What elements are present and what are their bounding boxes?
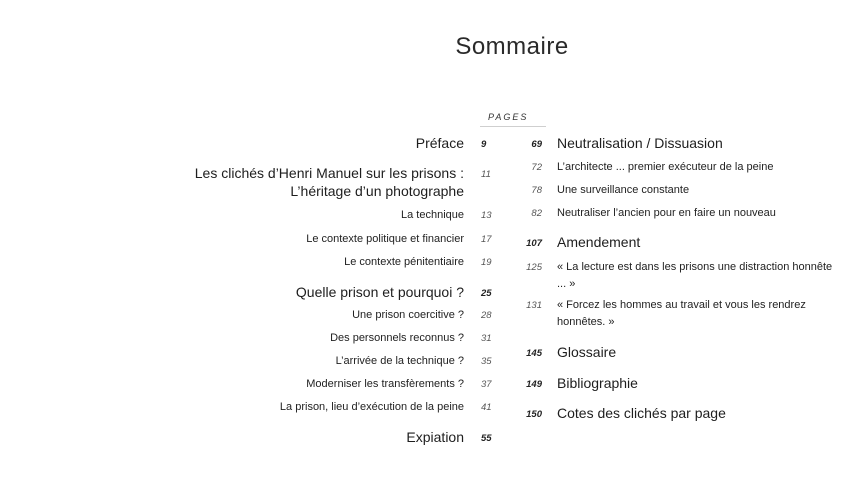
toc-page-number: 35 (481, 356, 492, 367)
toc-subentry[interactable]: Des personnels reconnus ? (330, 332, 464, 344)
toc-entry-cotes[interactable]: Cotes des clichés par page (557, 405, 726, 421)
toc-subentry[interactable]: La technique (401, 209, 464, 221)
toc-page-number: 13 (481, 210, 492, 221)
toc-entry-bibliographie[interactable]: Bibliographie (557, 375, 638, 391)
toc-subentry[interactable]: « La lecture est dans les prisons une distraction honnête ... » (557, 261, 833, 290)
toc-entry-expiation[interactable]: Expiation (406, 429, 464, 445)
toc-entry-preface[interactable]: Préface (415, 135, 464, 151)
toc-page-number: 31 (481, 333, 492, 344)
toc-subentry[interactable]: Le contexte pénitentiaire (344, 256, 464, 268)
toc-subentry[interactable]: L’architecte ... premier exécuteur de la peine (557, 161, 774, 173)
toc-page-number: 149 (526, 379, 542, 390)
toc-subentry[interactable]: La prison, lieu d’exécution de la peine (279, 401, 464, 413)
toc-page-number: 131 (526, 300, 542, 311)
toc-page-number: 9 (481, 139, 487, 150)
toc-page-number: 107 (526, 238, 542, 249)
toc-page-number: 37 (481, 379, 492, 390)
toc-entry-amendement[interactable]: Amendement (557, 234, 641, 250)
toc-subentry[interactable]: Moderniser les transfèrements ? (306, 378, 464, 390)
toc-page-number: 125 (526, 262, 542, 273)
toc-entry-glossaire[interactable]: Glossaire (557, 344, 617, 360)
toc-subentry[interactable]: Une prison coercitive ? (352, 309, 464, 321)
toc-page-number: 150 (526, 409, 542, 420)
toc-page-number: 28 (481, 310, 492, 321)
toc-subentry[interactable]: Neutraliser l’ancien pour en faire un nouveau (557, 207, 776, 219)
toc-subentry[interactable]: Une surveillance constante (557, 184, 690, 196)
toc-subentry[interactable]: Le contexte politique et financier (306, 233, 464, 245)
toc-entry-cliches[interactable]: Les clichés d’Henri Manuel sur les prisons : (194, 165, 464, 181)
toc-entry-cliches-line2[interactable]: L’héritage d’un photographe (290, 183, 464, 199)
page-title: Sommaire (455, 33, 569, 60)
toc-page-number: 72 (531, 162, 542, 173)
toc-page-number: 19 (481, 257, 492, 268)
toc-page-number: 69 (531, 139, 542, 150)
toc-page-number: 11 (481, 169, 491, 180)
toc-page-number: 25 (481, 288, 492, 299)
pages-column-header: PAGES (488, 112, 529, 122)
toc-entry-quelle-prison[interactable]: Quelle prison et pourquoi ? (295, 284, 464, 300)
toc-page-number: 145 (526, 348, 542, 359)
toc-page-number: 82 (531, 208, 542, 219)
pages-header-rule (480, 126, 546, 127)
toc-page-number: 78 (531, 185, 542, 196)
toc-entry-neutralisation[interactable]: Neutralisation / Dissuasion (557, 135, 723, 151)
toc-subentry[interactable]: L’arrivée de la technique ? (335, 355, 464, 367)
toc-subentry[interactable]: « Forcez les hommes au travail et vous les rendrez honnêtes. » (557, 299, 806, 328)
toc-page-number: 17 (481, 234, 492, 245)
toc-page-number: 55 (481, 433, 492, 444)
toc-page-number: 41 (481, 402, 492, 413)
